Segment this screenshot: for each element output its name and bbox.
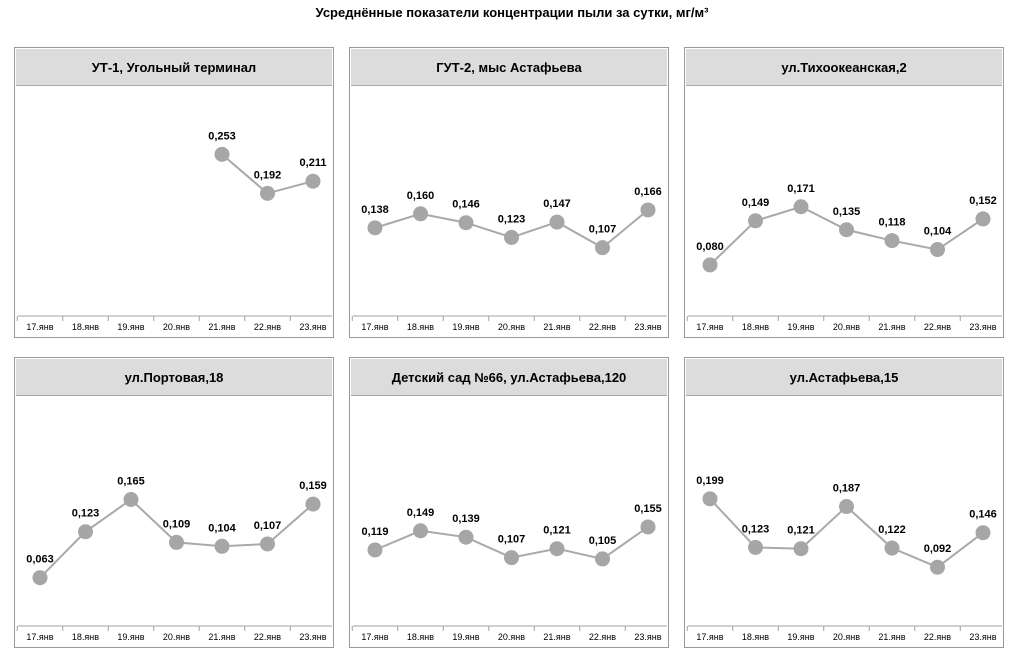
x-tick-label: 19.янв	[117, 322, 145, 332]
x-tick-label: 23.янв	[969, 632, 997, 642]
data-label: 0,123	[497, 213, 526, 226]
x-tick-label: 20.янв	[162, 322, 191, 332]
chart-plot	[685, 48, 1005, 339]
x-tick-label: 20.янв	[497, 632, 526, 642]
x-tick-label: 20.янв	[162, 632, 191, 642]
data-point	[260, 536, 275, 551]
data-label: 0,146	[969, 508, 997, 521]
data-point	[215, 147, 230, 162]
x-tick-label: 17.янв	[26, 632, 54, 642]
x-tick-label: 18.янв	[741, 322, 770, 332]
data-label: 0,155	[634, 502, 662, 515]
data-point	[839, 499, 854, 514]
chart-panel-detsad66	[349, 357, 669, 648]
data-label: 0,152	[969, 194, 997, 207]
x-tick-label: 22.янв	[923, 632, 952, 642]
data-label: 0,160	[406, 189, 435, 202]
data-point	[306, 174, 321, 189]
chart-plot	[685, 358, 1005, 649]
chart-plot	[15, 358, 335, 649]
data-point	[459, 215, 474, 230]
data-label: 0,107	[497, 533, 526, 546]
data-point	[794, 541, 809, 556]
data-point	[215, 539, 230, 554]
x-tick-label: 19.янв	[787, 632, 815, 642]
x-tick-label: 20.янв	[832, 322, 861, 332]
x-tick-label: 23.янв	[969, 322, 997, 332]
data-label: 0,147	[543, 198, 571, 211]
x-tick-label: 17.янв	[696, 322, 724, 332]
data-point	[306, 497, 321, 512]
panel-title: ул.Тихоокеанская,2	[686, 49, 1002, 86]
x-tick-label: 23.янв	[299, 632, 327, 642]
x-tick-label: 21.янв	[878, 632, 906, 642]
data-label: 0,139	[452, 513, 480, 526]
data-label: 0,118	[878, 216, 906, 229]
chart-panel-portovaya	[14, 357, 334, 648]
x-tick-label: 22.янв	[253, 322, 282, 332]
x-tick-label: 22.янв	[588, 322, 617, 332]
x-tick-label: 17.янв	[361, 632, 389, 642]
data-label: 0,105	[588, 534, 617, 547]
x-tick-label: 21.янв	[878, 322, 906, 332]
data-point	[124, 492, 139, 507]
data-point	[368, 220, 383, 235]
data-label: 0,138	[361, 203, 389, 216]
data-point	[641, 202, 656, 217]
data-point	[885, 233, 900, 248]
x-tick-label: 22.янв	[588, 632, 617, 642]
panel-title: ул.Астафьева,15	[686, 359, 1002, 396]
x-tick-label: 17.янв	[696, 632, 724, 642]
chart-panel-tikhookeanskaya	[684, 47, 1004, 338]
data-label: 0,166	[634, 185, 662, 198]
data-point	[976, 211, 991, 226]
x-tick-label: 21.янв	[208, 322, 236, 332]
x-tick-label: 18.янв	[741, 632, 770, 642]
x-tick-label: 19.янв	[452, 632, 480, 642]
data-point	[413, 523, 428, 538]
data-point	[550, 541, 565, 556]
x-tick-label: 19.янв	[452, 322, 480, 332]
data-label: 0,104	[208, 522, 236, 535]
data-label: 0,104	[923, 225, 952, 238]
data-point	[703, 491, 718, 506]
data-point	[930, 242, 945, 257]
x-tick-label: 23.янв	[634, 322, 662, 332]
data-point	[930, 560, 945, 575]
data-point	[641, 519, 656, 534]
data-label: 0,109	[162, 518, 191, 531]
x-tick-label: 17.янв	[361, 322, 389, 332]
x-tick-label: 18.янв	[406, 322, 435, 332]
chart-plot	[350, 358, 670, 649]
x-tick-label: 23.янв	[299, 322, 327, 332]
panel-title: ул.Портовая,18	[16, 359, 332, 396]
data-point	[413, 206, 428, 221]
main-title: Усреднённые показатели концентрации пыли за сутки, мг/м³	[315, 5, 709, 20]
data-point	[794, 199, 809, 214]
data-label: 0,149	[406, 506, 435, 519]
data-label: 0,187	[832, 482, 861, 495]
chart-plot	[350, 48, 670, 339]
x-tick-label: 21.янв	[208, 632, 236, 642]
x-tick-label: 20.янв	[497, 322, 526, 332]
data-label: 0,165	[117, 475, 145, 488]
data-label: 0,123	[71, 507, 100, 520]
data-label: 0,199	[696, 474, 724, 487]
chart-panel-astafieva15	[684, 357, 1004, 648]
data-point	[368, 542, 383, 557]
data-label: 0,121	[543, 524, 571, 537]
chart-panel-ut1	[14, 47, 334, 338]
data-point	[748, 213, 763, 228]
data-point	[504, 550, 519, 565]
data-label: 0,122	[878, 524, 906, 537]
x-tick-label: 17.янв	[26, 322, 54, 332]
data-label: 0,080	[696, 240, 724, 253]
x-tick-label: 20.янв	[832, 632, 861, 642]
data-label: 0,092	[923, 543, 952, 556]
data-point	[703, 257, 718, 272]
chart-plot	[15, 48, 335, 339]
x-tick-label: 21.янв	[543, 322, 571, 332]
data-label: 0,107	[588, 223, 617, 236]
data-label: 0,149	[741, 196, 770, 209]
x-tick-label: 22.янв	[923, 322, 952, 332]
panel-title: ГУТ-2, мыс Астафьева	[351, 49, 667, 86]
data-point	[459, 530, 474, 545]
x-tick-label: 18.янв	[71, 632, 100, 642]
data-label: 0,063	[26, 553, 54, 566]
data-label: 0,119	[361, 525, 389, 538]
x-tick-label: 19.янв	[117, 632, 145, 642]
data-point	[260, 186, 275, 201]
data-point	[595, 240, 610, 255]
data-point	[550, 215, 565, 230]
data-label: 0,253	[208, 130, 236, 143]
chart-panel-gut2	[349, 47, 669, 338]
data-point	[976, 525, 991, 540]
data-label: 0,192	[253, 169, 282, 182]
data-point	[748, 540, 763, 555]
data-label: 0,171	[787, 182, 815, 195]
x-tick-label: 23.янв	[634, 632, 662, 642]
data-point	[885, 541, 900, 556]
data-label: 0,146	[452, 198, 480, 211]
panel-title: УТ-1, Угольный терминал	[16, 49, 332, 86]
data-label: 0,123	[741, 523, 770, 536]
x-tick-label: 18.янв	[406, 632, 435, 642]
data-label: 0,159	[299, 480, 327, 493]
x-tick-label: 21.янв	[543, 632, 571, 642]
data-label: 0,107	[253, 519, 282, 532]
x-tick-label: 18.янв	[71, 322, 100, 332]
data-label: 0,121	[787, 524, 815, 537]
x-tick-label: 22.янв	[253, 632, 282, 642]
data-point	[595, 551, 610, 566]
data-point	[78, 524, 93, 539]
x-tick-label: 19.янв	[787, 322, 815, 332]
data-point	[169, 535, 184, 550]
data-point	[33, 570, 48, 585]
data-point	[839, 222, 854, 237]
data-label: 0,211	[299, 157, 327, 170]
panel-title: Детский сад №66, ул.Астафьева,120	[351, 359, 667, 396]
data-label: 0,135	[832, 205, 861, 218]
data-point	[504, 230, 519, 245]
